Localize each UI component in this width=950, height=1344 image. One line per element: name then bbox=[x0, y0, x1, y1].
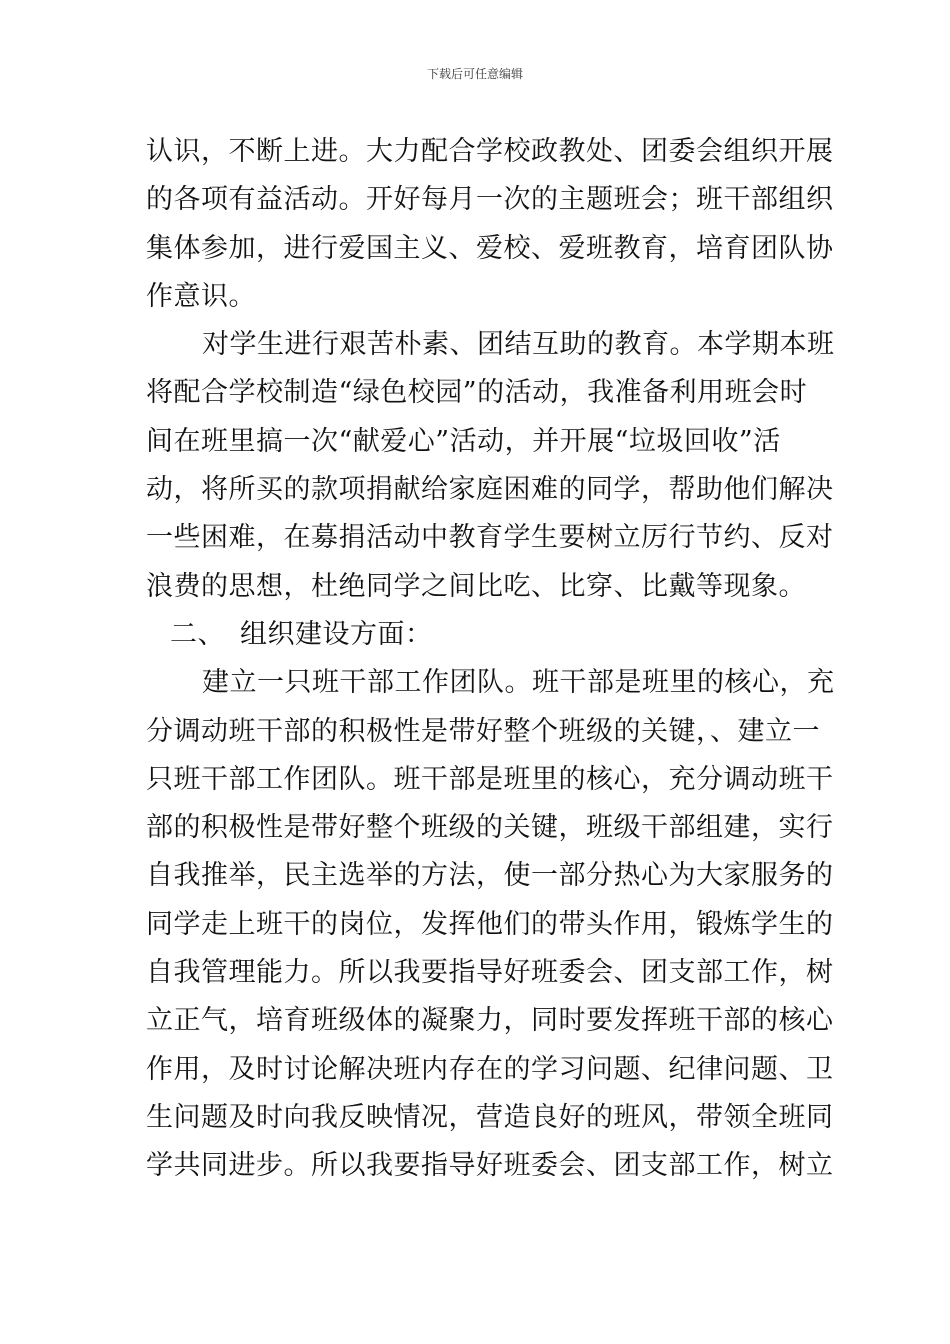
paragraph-line: 动，将所买的款项捐献给家庭困难的同学，帮助他们解决 bbox=[146, 474, 834, 506]
paragraph-line: 学共同进步。所以我要指导好班委会、团支部工作，树立 bbox=[146, 1150, 834, 1182]
document-body bbox=[146, 128, 835, 1191]
paragraph-line: 自我管理能力。所以我要指导好班委会、团支部工作，树 bbox=[146, 957, 834, 989]
paragraph-line: 间在班里搞一次“献爱心”活动，并开展“垃圾回收”活 bbox=[146, 425, 781, 457]
paragraph-line: 作用，及时讨论解决班内存在的学习问题、纪律问题、卫 bbox=[146, 1053, 834, 1085]
paragraph-line: 对学生进行艰苦朴素、团结互助的教育。本学期本班 bbox=[202, 329, 835, 361]
paragraph-line: 的各项有益活动。开好每月一次的主题班会；班干部组织 bbox=[146, 184, 834, 216]
paragraph-line: 自我推举，民主选举的方法，使一部分热心为大家服务的 bbox=[146, 860, 834, 892]
paragraph-line: 建立一只班干部工作团队。班干部是班里的核心，充 bbox=[202, 667, 835, 699]
paragraph-line: 认识，不断上进。大力配合学校政教处、团委会组织开展 bbox=[146, 136, 834, 167]
paragraph-line: 生问题及时向我反映情况，营造良好的班风，带领全班同 bbox=[146, 1101, 834, 1133]
paragraph-line: 部的积极性是带好整个班级的关键，班级干部组建，实行 bbox=[146, 812, 834, 844]
section-title: 组织建设方面： bbox=[240, 618, 433, 650]
section-heading bbox=[146, 611, 808, 659]
page-header: 下载后可任意编辑 bbox=[426, 67, 523, 81]
paragraph-line: 浪费的思想，杜绝同学之间比吃、比穿、比戴等现象。 bbox=[146, 570, 806, 602]
paragraph-line: 只班干部工作团队。班干部是班里的核心，充分调动班干 bbox=[146, 763, 834, 795]
paragraph-line: 集体参加，进行爱国主义、爱校、爱班教育，培育团队协 bbox=[146, 232, 834, 264]
paragraph-line: 将配合学校制造“绿色校园”的活动，我准备利用班会时 bbox=[146, 377, 808, 409]
section-number: 二、 bbox=[170, 618, 225, 650]
paragraph-line: 分调动班干部的积极性是带好整个班级的关键，、建立一 bbox=[146, 715, 820, 747]
paragraph-line: 作意识。 bbox=[146, 280, 256, 312]
paragraph-line: 立正气，培育班级体的凝聚力，同时要发挥班干部的核心 bbox=[146, 1005, 834, 1037]
paragraph-line: 一些困难，在募捐活动中教育学生要树立厉行节约、反对 bbox=[146, 522, 834, 554]
paragraph-line: 同学走上班干的岗位，发挥他们的带头作用，锻炼学生的 bbox=[146, 908, 834, 940]
